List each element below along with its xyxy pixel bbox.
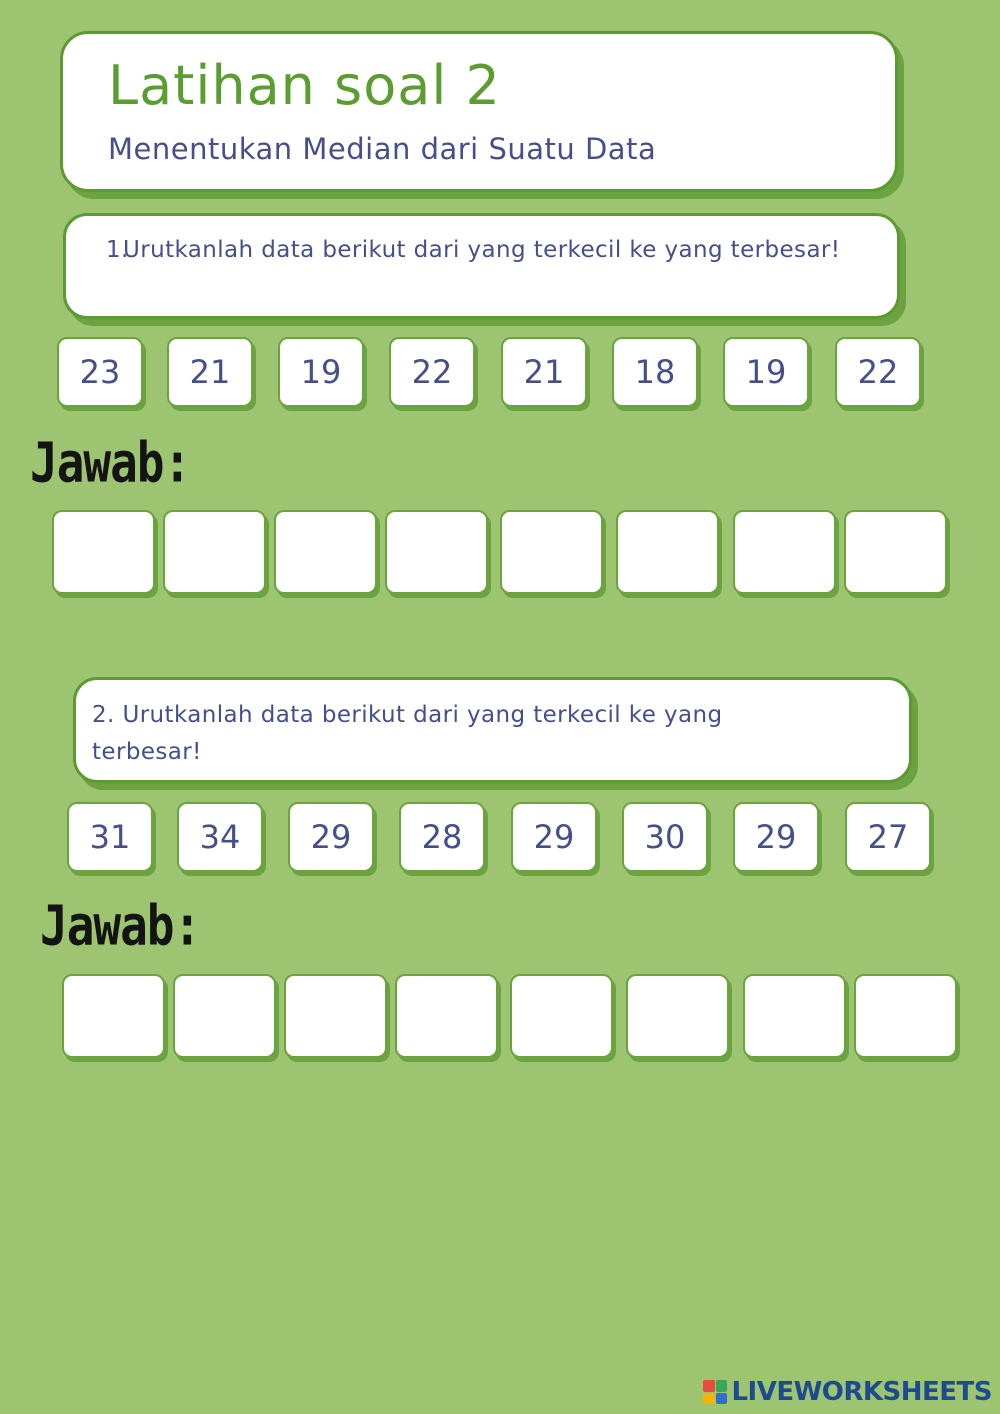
answer-drop-slot[interactable] [733,510,836,594]
answer-drop-slot[interactable] [510,974,613,1058]
answer-drop-slot[interactable] [163,510,266,594]
page-title: Latihan soal 2 [108,54,501,117]
answer-drop-slot[interactable] [854,974,957,1058]
data-value-tile[interactable]: 29 [288,802,374,872]
data-value-tile[interactable]: 30 [622,802,708,872]
data-value-tile[interactable]: 29 [511,802,597,872]
answer-drop-slot[interactable] [395,974,498,1058]
question-2-card [73,677,912,783]
question-1-card [63,213,900,319]
logo-square-2 [716,1380,728,1392]
answer-drop-slot[interactable] [173,974,276,1058]
data-value-tile[interactable]: 22 [835,337,921,407]
answer-drop-slot[interactable] [274,510,377,594]
logo-square-3 [703,1393,715,1405]
answer-drop-slot[interactable] [616,510,719,594]
data-value-tile[interactable]: 23 [57,337,143,407]
logo-square-1 [703,1380,715,1392]
data-value-tile[interactable]: 34 [177,802,263,872]
answer-drop-slot[interactable] [500,510,603,594]
question-2-text: Urutkanlah data berikut dari yang terkecil ke yang terbesar! [92,702,723,765]
data-value-tile[interactable]: 21 [501,337,587,407]
logo-square-4 [716,1393,728,1405]
question-2-data-row [67,802,937,872]
question-1-number: 1. [106,237,129,263]
answer-drop-slot[interactable] [626,974,729,1058]
brand-name: LIVEWORKSHEETS [731,1377,992,1407]
question-2-number: 2. [92,702,115,728]
answer-drop-slot[interactable] [385,510,488,594]
data-value-tile[interactable]: 19 [278,337,364,407]
answer-drop-slot[interactable] [743,974,846,1058]
data-value-tile[interactable]: 29 [733,802,819,872]
answer-label-1: Jawab: [30,430,191,495]
question-1-data-row [57,337,927,407]
data-value-tile[interactable]: 19 [723,337,809,407]
answer-drop-slot[interactable] [284,974,387,1058]
data-value-tile[interactable]: 31 [67,802,153,872]
page-subtitle: Menentukan Median dari Suatu Data [108,132,657,166]
title-card [60,31,898,192]
answer-drop-slot[interactable] [844,510,947,594]
answer-drop-slot[interactable] [52,510,155,594]
liveworksheets-logo-icon [703,1380,727,1404]
data-value-tile[interactable]: 28 [399,802,485,872]
question-1-text-block [106,232,846,269]
answer-label-2: Jawab: [40,893,201,958]
liveworksheets-brand [703,1377,992,1407]
data-value-tile[interactable]: 18 [612,337,698,407]
answer-row-2 [62,974,962,1059]
data-value-tile[interactable]: 21 [167,337,253,407]
question-2-text-block [92,697,832,771]
data-value-tile[interactable]: 27 [845,802,931,872]
question-1-text: Urutkanlah data berikut dari yang terkecil ke yang terbesar! [123,237,841,263]
answer-row-1 [52,510,952,595]
data-value-tile[interactable]: 22 [389,337,475,407]
answer-drop-slot[interactable] [62,974,165,1058]
